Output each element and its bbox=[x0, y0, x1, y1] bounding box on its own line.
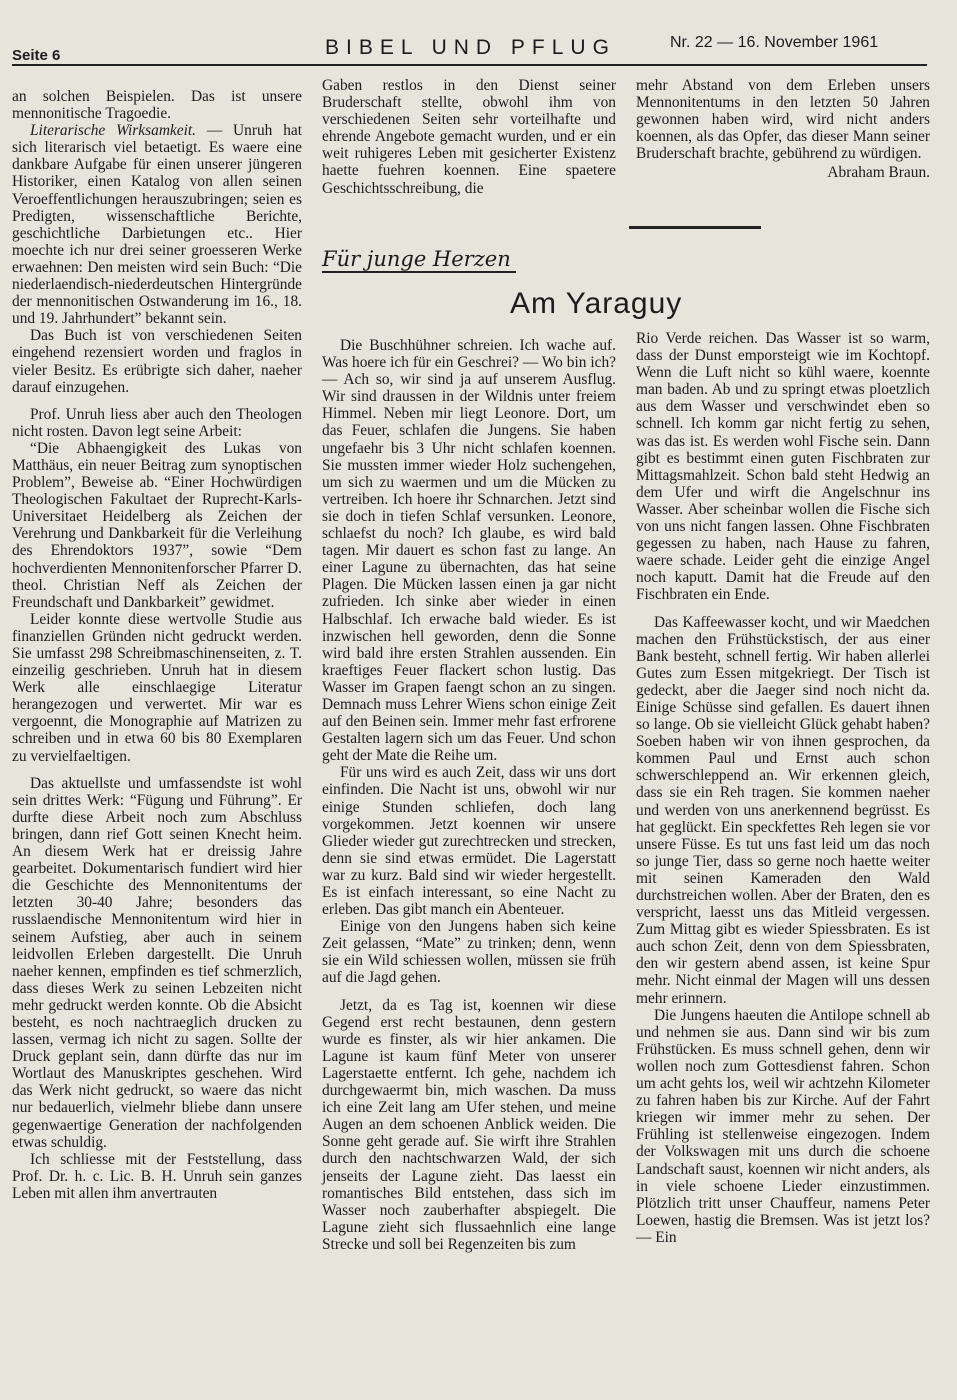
header-rule bbox=[12, 64, 927, 66]
paragraph: Für uns wird es auch Zeit, dass wir uns dort einfinden. Die Nacht ist uns, obwohl wir nur einige Stunden schliefen, doch lang vorgekommen. Jetzt koennen wir unsere Glieder wieder gut zurechtrecken und strecken, denn sie sind etwas ermüdet. Die Lagerstatt war zu kurz. Bald sind wir wieder hergestellt. Es ist einfach interessant, so eine Nacht zu erleben. Das gibt manch ein Abenteuer. bbox=[322, 764, 616, 919]
paragraph: Das aktuellste und umfassendste ist wohl sein drittes Werk: “Fügung und Führung”. Er durfte diese Arbeit noch zum Abschluss bringen, dann rief Gott seinen Knecht heim. An diesem Werk hat er dreissig Jahre gearbeitet. Dokumentarisch fundiert wird hier die Geschichte des Mennonitentums der letzten 30-40 Jahre; besonders das russlaendische Mennonitentum wird hier in seinem Aufstieg, aber auch in seinem leidvollen Erleben dargestellt. Die Unruh naeher kennen, empfinden es tief schmerzlich, dass dieses Werk zu seinen Lebzeiten nicht mehr gedruckt werden konnte. Ob die Absicht besteht, es noch nachtraeglich drucken zu lassen, vermag ich nicht zu sagen. Sollte der Druck geplant sein, dann dürfte das nur im Wortlaut des Manuskriptes geschehen. Wird das Werk nicht gedruckt, so waere das nicht nur bedauerlich, vielmehr bliebe dann unsere gegenwaertige Generation der nachfolgenden etwas schuldig. bbox=[12, 774, 302, 1151]
paragraph: Die Buschhühner schreien. Ich wache auf. Was hoere ich für ein Geschrei? — Wo bin ich? — Ach so, wir sind ja auf unserem Ausflug. Wir sind draussen in der Wildnis unter freiem Himmel. Neben mir liegt Leonore. Dort, um das Feuer, schlafen die Jungens. Sie haben ungefaehr bis 3 Uhr nicht schlafen koennen. Sie mussten immer wieder Holz suchengehen, um sich zu waermen und um die Mücken zu vertreiben. Ich hoere ihr Schnarchen. Jetzt sind sie doch in tiefen Schlaf versunken. Leonore, schlaefst du noch? Ich glaube, es wird bald tagen. Mir dauert es schon fast zu lange. An einer Lagune zu übernachten, das hat seine Plagen. Die Mücken lassen einen ja gar nicht zufrieden. Ich sinke aber wieder in einen Halbschlaf. Ich erwache bald wieder. Es ist inzwischen hell geworden, denn die Sonne wird bald ihre ersten Strahlen aussenden. Ein kraeftiges Feuer flackert schon lustig. Das Wasser im Grapen faengt schon an zu singen. Demnach muss Lehrer Wiens schon einige Zeit auf den Beinen sein. Immer mehr fast erfrorene Gestalten lagern sich um das Feuer. Und schon geht der Mate die Reihe um. bbox=[322, 337, 616, 765]
column-1 bbox=[12, 88, 302, 1202]
column-2-article bbox=[322, 337, 616, 1253]
issue-info: Nr. 22 — 16. November 1961 bbox=[670, 34, 879, 51]
paragraph: Das Kaffeewasser kocht, und wir Maedchen machen den Frühstückstisch, der aus einer Bank besteht, schnell fertig. Wir haben allerlei Gutes zum Essen mitgekriegt. Der Tisch ist gedeckt, aber die Jaeger sind noch nicht da. Einige Schüsse sind gefallen. Es dauert ihnen so lange. Ob sie vielleicht Glück gehabt haben? Soeben haben wir von ihnen gesprochen, da kommen Paul und Ernst auch schon schwerschleppend an. Wir erkennen gleich, dass sie ein Reh tragen. Sie kommen naeher und werden von uns anerkennend begrüsst. Es hat geglückt. Ein speckfettes Reh legen sie vor unsere Füsse. Es tut uns fast leid um das noch so junge Tier, dass so gerne noch haette weiter mit seinen Kameraden den Wald durchstreichen wollen. Aber der Braten, den es verspricht, laesst uns das Mitleid vergessen. Zum Mittag gibt es wieder Spiessbraten. Es ist auch schon Zeit, denn von dem Spiessbraten, den wir gestern abend assen, ist keine Spur mehr. Nicht einmal der Magen will uns dessen mehr erinnern. bbox=[636, 613, 930, 1007]
paragraph: Das Buch ist von verschiedenen Seiten eingehend rezensiert worden und fraglos in vieler Besitz. Es erübrigte sich daher, naeher darauf einzugehen. bbox=[12, 327, 302, 396]
paragraph: an solchen Beispielen. Das ist unsere mennonitische Tragoedie. bbox=[12, 88, 302, 123]
paragraph-heading: Literarische Wirksamkeit. bbox=[30, 122, 196, 140]
column-3-article bbox=[636, 330, 930, 1246]
paragraph: Leider konnte diese wertvolle Studie aus finanziellen Gründen nicht gedruckt werden. Sie umfasst 298 Schreibmaschinenseiten, z. T. einzeilig geschrieben. Unruh hat in diesem Werk alle einschlaegige Literatur herangezogen und verwertet. Mir war es vergoennt, die Monographie auf Matrizen zu schreiben und in etwa 60 bis 80 Exemplaren zu vervielfaeltigen. bbox=[12, 610, 302, 765]
paragraph: Einige von den Jungens haben sich keine Zeit gelassen, “Mate” zu trinken; denn, wenn sie ein Wild schiessen wollen, müssen sie früh auf die Jagd gehen. bbox=[322, 918, 616, 987]
paragraph: Prof. Unruh liess aber auch den Theologen nicht rosten. Davon legt seine Arbeit: bbox=[12, 405, 302, 440]
paragraph: Rio Verde reichen. Das Wasser ist so warm, dass der Dunst emporsteigt wie im Kochtopf. Wenn die Luft nicht so kühl waere, koennte man baden. Ab und zu springt etwas ploetzlich aus dem Wasser und verschwindet eben so schnell. Ich komm gar nicht fertig zu sehen, was das ist. Es werden wohl Fische sein. Dann gibt es bestimmt einen guten Fischbraten zur Mittagsmahlzeit. Schon bald steht Hedwig an dem Ufer und wirft die Angelschnur ins Wasser. Aber scheinbar wollen die Fische sich von uns nicht fangen lassen. Ohne Fischbraten gegessen zu haben, nach Hause zu fahren, waere schade. Leider geht die einzige Angel noch kaputt. Damit hat die Freude auf den Fischbraten ein Ende. bbox=[636, 330, 930, 604]
paragraph: Ich schliesse mit der Feststellung, dass Prof. Dr. h. c. Lic. B. H. Unruh sein ganzes Leben mit allen ihm anvertrauten bbox=[12, 1150, 302, 1202]
paragraph: Jetzt, da es Tag ist, koennen wir diese Gegend erst recht bestaunen, denn gestern wurde es finster, als wir hier ankamen. Die Lagune ist kaum fünf Meter von unserer Lagerstaette entfernt. Ich gehe, nachdem ich durchgewaermt bin, mich waschen. Da muss ich eine Zeit lang am Ufer stehen, und meine Augen an dem schoenen Anblick weiden. Die Sonne geht gerade auf. Sie wirft ihre Strahlen durch den nachtschwarzen Wald, der sich jenseits der Lagune zieht. Das laesst ein romantisches Bild entstehen, dass sich im Wasser noch zauberhafter abspiegelt. Die Lagune zieht sich flussaehnlich eine lange Strecke und soll bei Regenzeiten bis zum bbox=[322, 996, 616, 1253]
paragraph: Die Jungens haeuten die Antilope schnell ab und nehmen sie aus. Dann sind wir bis zum Frühstücken. Es muss schnell gehen, denn wir wollen noch zum Gottesdienst fahren. Schon um acht gehts los, weil wir achtzehn Kilometer zu fahren haben bis zur Kirche. Auf der Fahrt kriegen wir immer mehr zu sehen. Der Frühling ist stellenweise eingezogen. Indem der Volkswagen mit uns durch die schoene Landschaft saust, koennen wir nicht anders, als in viele schoene Lieder einzustimmen. Plötzlich tritt unser Chauffeur, namens Peter Loewen, hastig die Bremsen. Was ist jetzt los? — Ein bbox=[636, 1006, 930, 1246]
paragraph: mehr Abstand von dem Erleben unsers Mennonitentums in den letzten 50 Jahren gewonnen haben wird, wird nicht anders koennen, als das Opfer, das dieser Mann seiner Bruderschaft brachte, gebührend zu würdigen. bbox=[636, 77, 930, 163]
article-separator bbox=[629, 226, 761, 229]
author-signature: Abraham Braun. bbox=[827, 164, 930, 182]
paragraph-text: — Unruh hat sich literarisch viel betaetigt. Es waere eine dankbare Aufgabe für einen unserer jüngeren Historiker, einen Katalog von allen seinen Veroeffentlichungen herauszubringen; seien es Predigten, wissenschaftliche Berichte, geschichtliche Darbietungen etc.. Hier moechte ich nur drei seiner groesseren Werke erwaehnen: Den meisten wird sein Buch: “Die niederlaendisch-niederdeutschen Hintergründe der mennonitischen Ostwanderung im 16., 18. und 19. Jahrhundert” bekannt sein. bbox=[12, 122, 302, 328]
section-heading: Für junge Herzen bbox=[322, 247, 511, 271]
section-underline bbox=[322, 271, 516, 273]
paragraph bbox=[12, 122, 302, 327]
column-2-top bbox=[322, 77, 616, 197]
paragraph: Gaben restlos in den Dienst seiner Bruderschaft stellte, obwohl ihm von verschiedenen Seiten sehr vorteilhafte und ehrende Angebote gemacht wurden, und er ein weit ruhigeres Leben mit gesicherter Existenz haette fuehren koennen. Eine spaetere Geschichtsschreibung, die bbox=[322, 77, 616, 197]
article-title: Am Yaraguy bbox=[510, 287, 683, 320]
masthead: BIBEL UND PFLUG bbox=[325, 36, 616, 59]
column-3-top bbox=[636, 77, 930, 182]
paragraph: “Die Abhaengigkeit des Lukas von Matthäus, ein neuer Beitrag zum synoptischen Problem”, Beweise ab. “Einer Hochwürdigen Theologischen Fakultaet der Ruprecht-Karls-Universitaet Heidelberg als Zeichen der Verehrung und Dankbarkeit für die Verleihung des Ehrendoktors 1937”, sowie “Dem hochverdienten Mennonitenforscher Pfarrer D. theol. Christian Neff als Zeichen der Freundschaft und Dankbarkeit” gewidmet. bbox=[12, 439, 302, 611]
page-number: Seite 6 bbox=[12, 47, 61, 64]
